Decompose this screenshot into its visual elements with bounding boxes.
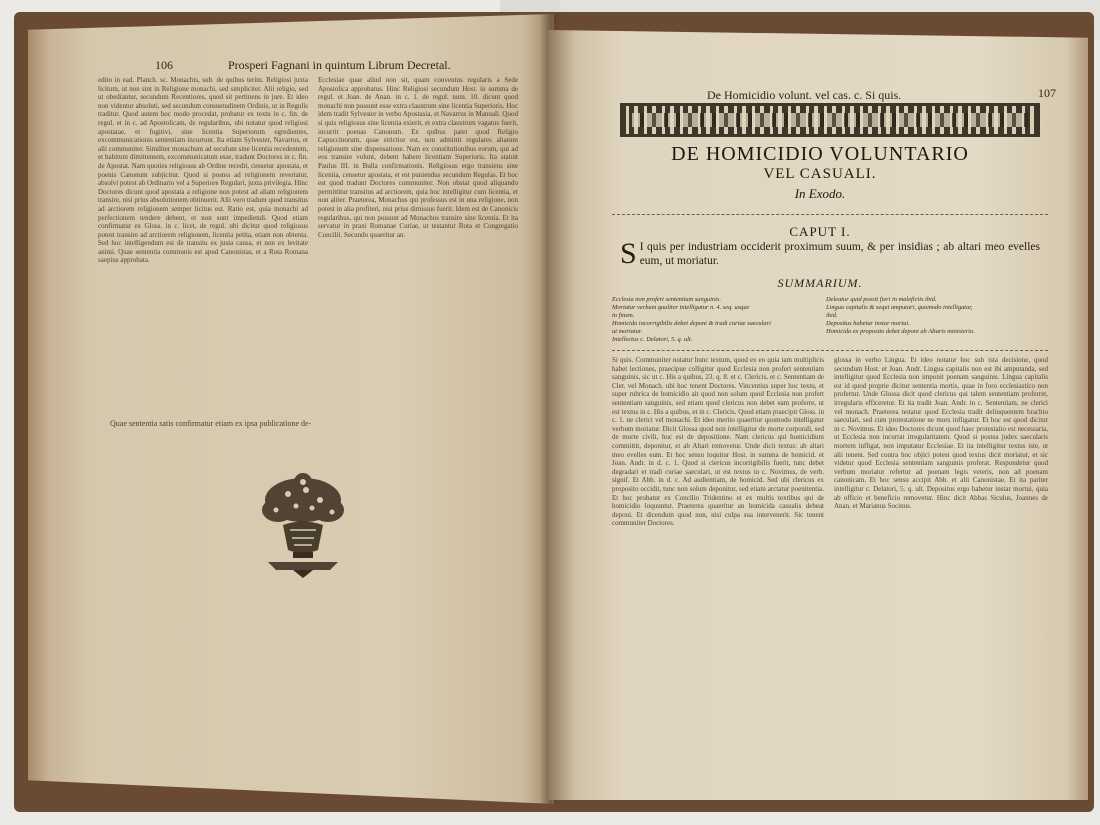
chapter-title: DE HOMICIDIO VOLUNTARIO — [671, 143, 969, 165]
summarium-item: Deleatur quid possit fieri in maleficiis ibid. — [826, 296, 937, 303]
left-last-line: Quae sententia satis confirmatur etiam ex ipsa publicatione de- — [110, 419, 312, 428]
drop-cap: S — [620, 237, 637, 270]
right-page-number: 107 — [1038, 86, 1056, 100]
title-rule — [612, 214, 1048, 215]
summarium-item: in finem. — [612, 312, 635, 319]
summarium-item: ut moriatur. — [612, 328, 643, 335]
chapter-source: In Exodo. — [794, 186, 846, 201]
summarium-item: Intellectus c. Delatori, 5. q. ult. — [612, 336, 693, 343]
summarium-rule — [612, 350, 1048, 351]
right-col2-paragraph: glossa in verbo Lingua. Et ideo notatur hoc sub ista decisione, quod secundum Host. et Joan. Andr. Lingua capitalis non est ibi amputanda, sed intelligitur quod Ecclesia non imponit poenam sanguinis. Lingua capitalis est id quod proprie dicitur sententia mortis, quae in foro ecclesiastico non profertur. Unde Glossa dicit quod clericus qui talem sententiam proferret, irregularis efficeretur. Et ita tradit Joan. Andr. in c. Sententiam, ne clerici vel monach. Praeterea notatur quod Ecclesia tradit delinquentem brachio saeculari, sed cum protestatione ne mors infligatur. Et hoc est quod dicitur in c. Novimus. Et ideo Doctores dicunt quod haec protestatio est necessaria, ut Ecclesia non incurrat irregularitatem. Quod si postea judex saecularis mortem infligat, non imputatur Ecclesiae. Et ita intelligitur textus iste, ut alii tenent. Sed contra hoc objici potest quod textus dicit moriatur, et sic videtur quod Ecclesia sententiam sanguinis proferat. Respondetur quod verbum moriatur refertur ad poenam legis veteris, non ad poenam canonicam. Et hoc sensu accipit Abb. et alii Canonistae. Et ita pariter intelligitur c. Delatori, 5. q. ult. Depositus ergo habetur instar mortui, quia ab officio et beneficio removetur. Hinc dicit Abbas Siculus, Joannes de Anan. et Marianus Socinus. — [834, 356, 1048, 511]
summarium-item: Depositus habetur instar mortui. — [826, 320, 910, 327]
right-col1-paragraph: Si quis. Communiter notatur hunc textum, quod ex eo quia tam multiplicis habet lectiones, praecipue colligitur quod Ecclesia non profert sententiam sanguinis, sic ut c. His a quibus, 23. q. 8. et c. Clericis, et c. Sententiam de Cler. vel Monach. ubi hoc tenent Doctores. Vincentius super hoc textu, et super rubrica de homicidio ait quod non solum quod Ecclesia non profert sententiam sanguinis, sed etiam quod clericus non debet eam proferre, ut est textus in c. His a quibus, et in c. Clericis. Quod etiam praecipit Gloss. in c. 1. ne clerici vel monachi. Et ideo merito quaeritur quomodo intelligatur verbum moriatur. Dicit Glossa quod non intelligitur de morte corporali, sed de morte civili, hoc est de depositione. Nam clericus qui homicidium committit, deponitur, et ab Altari removetur. Unde dicit textus: ab altari meo evelles eum. Et hoc sensu loquitur Host. in summa de homicid. et Joan. Andr. in d. c. 1. Quod si clericus incorrigibilis fuerit, tunc debet degradari et tradi curiae saeculari, ut est textus in c. Novimus, de verb. signif. Et Abb. in d. c. Ad audientiam, de homicid. Sed ubi clericus ex proposito occidit, tunc non solum deponitur, sed etiam arctatur poenitentia. Et hoc probatur ex Concilio Tridentino et ex multis textibus qui de homicidio loquuntur. Praeterea quaeritur an homicida casualis debeat deponi. Et dicendum quod non, nisi culpa sua intervenerit. Sic tenent communiter Doctores. — [612, 356, 824, 528]
caput-label: CAPUT I. — [789, 224, 851, 239]
ornament-headpiece-inner — [632, 113, 1028, 127]
right-text-column-1 — [612, 356, 824, 691]
summarium-item: Homicida incorrigibilis debet deponi & tradi curiae saeculari — [612, 320, 771, 327]
left-col2-paragraph: Ecclesiae quae aliud non sit, quam conventus regularis a Sede Apostolica approbatus. Hinc Religiosi secundum Host. in summa de regul. et Joan. de Anan. in c. 1. de regul. num. 10. dicunt quod monachi non possunt esse extra claustrum sine licentia Superioris. Hoc idem tradit Sylvester in verbo Apostasia, et Navarrus in Manuali. Quod si quis religiosus sine licentia exierit, et extra claustrum vagatus fuerit, incurrit poenas Canonum. Ex quibus patet quod Religio Capuccinorum, quae strictior est, non admittit regulares aliarum religionum sine dispensatione. Nam ex constitutionibus eorum, qui ad eos transire volunt, debent habere licentiam Superioris. Ita statuit Paulus III. in Bulla confirmationis. Religiosus ergo transiens sine licentia, censetur apostata, et est puniendus secundum Regulas. Et hoc est quod tradunt Doctores communiter. Non obstat quod aliquando permittitur transitus ad arctiorem, quia hoc intelligitur cum licentia, et non aliter. Praeterea, Monachus qui professus est in una religione, non potest in alia profiteri, nisi prius dimissus fuerit. Idem est de Canonicis regularibus, qui non possunt ad Monachos transire sine licentia. Et ita servatur in praxi Romanae Curiae, ut testantur Rota et Congregatio Concilii. Secundo quaeritur an. — [318, 76, 518, 239]
summarium-item: Lingua capitalis & sequi amputari, quomodo intelligatur, — [826, 304, 973, 311]
left-text-column-2 — [318, 76, 518, 411]
summarium-label: SUMMARIUM. — [777, 276, 863, 290]
summarium-list-right — [826, 296, 1036, 336]
summarium-item: Homicida ex proposito debet deponi ab Altaris ministerio. — [826, 328, 975, 335]
caput-text: I quis per industriam occiderit proximum suum, & per insidias ; ab altari meo evelles eum, ut moriatur. — [639, 241, 1040, 267]
left-running-head: Prosperi Fagnani in quintum Librum Decretal. — [228, 58, 451, 72]
vase-fleuron-icon — [248, 470, 358, 580]
summarium-item: Moriatur verbum qualiter intelligatur n. 4. seq. usque — [612, 304, 750, 311]
summarium-list-left — [612, 296, 812, 344]
left-page-number: 106 — [155, 58, 173, 72]
chapter-subtitle: VEL CASUALI. — [763, 166, 877, 182]
caput-text-block — [620, 237, 1040, 270]
summarium-item: ibid. — [826, 312, 838, 319]
right-running-head: De Homicidio volunt. vel cas. c. Si quis. — [707, 88, 902, 102]
right-text-column-2 — [834, 356, 1048, 691]
left-col1-paragraph: edito in ead. Planch. sc. Monachis, sub. de quibus terim. Religiosi juxta licitum, ut non sint in Religione monachi, sed simpliciter. Alii religio, sed ut obediantur, secundum Recentiores, quod sit pertinens in jure. Et ideo non videntur absoluti, sed secundum consuetudinem Ordinis, ut in Regulis traditur. Quod autem hoc modo procedat, probatur ex textu in c. fin. de regul. et in c. ad Apostolicam, de regularibus, ubi notatur quod religiosi apostatae, et fugitivi, sine licentia Superiorum egredientes, excommunicationis sententiam incurrunt. Ita etiam Sylvester, Navarrus, et alii communiter. Similiter monachum ad seculum sine licentia recedentem, et habitum dimittentem, excommunicatum esse, tradunt Doctores in c. fin. de Apostat. Nam quoties religiosus ab Ordine recedit, censetur apostata, et poenis Canonum subjicitur. Quod si postea ad religionem revertatur, absolvi potest ab Ordinario vel a Superiore Regulari, juxta privilegia. Hinc Doctores dicunt quod apostata a religione non potest ad aliam religionem transire, nisi prius absolutionem obtinuerit. Alii vero tradunt quod transitus ad arctiorem religionem semper licitus est. Ratio est, quia monachi ad perfectionem tendere debent, et non sunt impediendi. Quod etiam confirmatur ex Gloss. in c. licet, de regul. ubi dicitur quod religiosus potest transire ad arctiorem religionem, licentia petita, etiam non obtenta. Sed hoc intelligendum est de transitu ex justa causa, et non ex levitate animi. Quae sententia communis est apud Canonistas, et a Rota Romana saepius approbata. — [98, 76, 308, 265]
left-text-column-1 — [98, 76, 308, 411]
summarium-item: Ecclesia non profert sententiam sanguinis. — [612, 296, 721, 303]
